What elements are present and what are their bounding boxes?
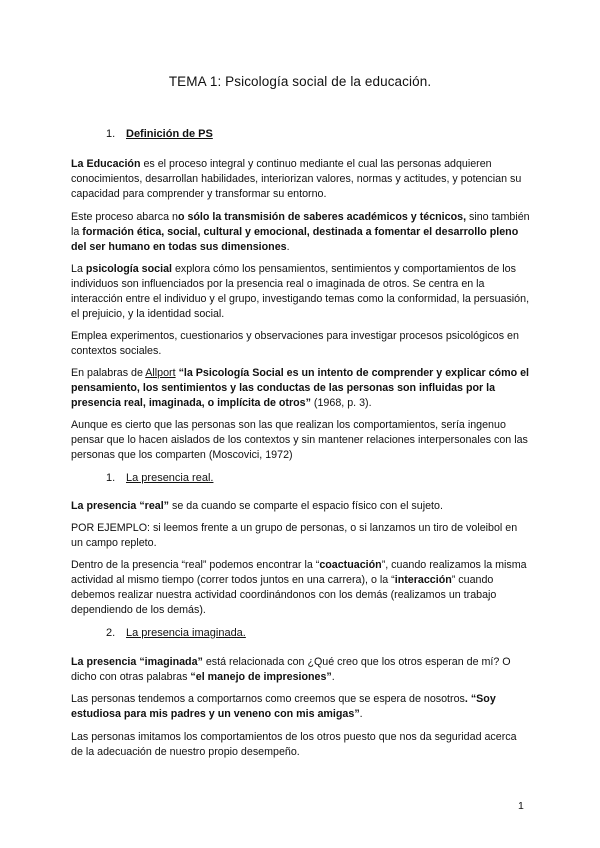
subsection-number: 1.: [106, 472, 116, 484]
paragraph-text: Las personas tendemos a comportarnos como creemos que se espera de nosotros: [71, 693, 465, 705]
paragraph-text: se da cuando se comparte el espacio físico con el sujeto.: [169, 500, 443, 512]
paragraph-text: En palabras de: [71, 367, 146, 379]
bold-term: psicología social: [85, 263, 172, 275]
subsection-number: 2.: [106, 627, 116, 639]
paragraph-text: Aunque es cierto que las personas son las que realizan los comportamientos, sería ingenuo pensar que lo hacen aislados de los contextos y sin mantener relaciones interpersonales con las personas que los comparten (Moscovici, 1972): [71, 419, 528, 461]
paragraph-psicologia-social: [71, 262, 531, 322]
paragraph-educacion: [71, 157, 531, 202]
paragraph-text: Dentro de la presencia “real” podemos encontrar la “: [71, 559, 320, 571]
paragraph-metodos: [71, 329, 531, 359]
paragraph-text: ” cuando debemos realizar nuestra actividad coordinándonos con los demás (realizamos un trabajo dependiendo de los demás).: [71, 574, 497, 616]
paragraph-text: (1968, p. 3).: [310, 397, 372, 409]
subsection-label: La presencia real.: [126, 472, 214, 484]
subsection-heading-presencia-real: [106, 472, 213, 484]
bold-term: La presencia “real”: [71, 500, 170, 512]
paragraph-text: .: [359, 708, 363, 720]
paragraph-text: Este proceso abarca n: [71, 211, 178, 223]
paragraph-text: sino también la: [71, 211, 530, 238]
document-title: TEMA 1: Psicología social de la educación.: [168, 74, 432, 89]
page-number: 1: [518, 800, 524, 812]
paragraph-text: está relacionada con ¿Qué creo que los otros esperan de mí? O dicho con otras palabras: [71, 656, 511, 683]
paragraph-text: La: [71, 263, 86, 275]
bold-term: La presencia “imaginada”: [71, 656, 203, 668]
paragraph-coactuacion: [71, 558, 531, 618]
paragraph-presencia-imaginada: [71, 655, 531, 685]
bold-phrase: formación ética, social, cultural y emocional, destinada a fomentar el desarrollo pleno del ser humano en todas sus dimensiones: [71, 226, 519, 253]
paragraph-ejemplo: [71, 521, 531, 551]
paragraph-text: explora cómo los pensamientos, sentimientos y comportamientos de los individuos son influenciados por la presencia real o imaginada de otros. Se centra en la interacción entre el individuo y el grupo, investigando temas como la conformidad, la persuasión, el prejuicio, y la identidad social.: [71, 263, 530, 320]
paragraph-text: es el proceso integral y continuo mediante el cual las personas adquieren conocimientos, desarrollan habilidades, interiorizan valores, normas y actitudes, y potencian su capacidad para comprender y transformar su entorno.: [71, 158, 522, 200]
bold-phrase: “el manejo de impresiones”: [190, 671, 332, 683]
bold-term: La Educación: [71, 158, 141, 170]
bold-quote: “la Psicología Social es un intento de comprender y explicar cómo el pensamiento, los sentimientos y las conductas de las personas son influidas por la presencia real, imaginada, o implícita de otros”: [71, 367, 529, 409]
underlined-author: Allport: [145, 367, 176, 379]
subsection-label: La presencia imaginada.: [126, 627, 246, 639]
paragraph-proceso: [71, 210, 531, 255]
paragraph-text: POR EJEMPLO: si leemos frente a un grupo de personas, o si lanzamos un tiro de voleibol en un campo repleto.: [71, 522, 518, 549]
section-label: Definición de PS: [126, 128, 213, 140]
paragraph-text: .: [331, 671, 335, 683]
paragraph-text: Emplea experimentos, cuestionarios y observaciones para investigar procesos psicológicos en contextos sociales.: [71, 330, 519, 357]
bold-phrase: o sólo la transmisión de saberes académicos y técnicos,: [177, 211, 467, 223]
paragraph-text: .: [286, 241, 290, 253]
section-number: 1.: [106, 128, 116, 140]
paragraph-moscovici: [71, 418, 531, 463]
paragraph-text: ”, cuando realizamos la misma actividad al mismo tiempo (correr todos juntos en una carrera), o la “: [71, 559, 527, 586]
paragraph-imitamos: [71, 730, 531, 760]
section-heading-definicion: [106, 128, 213, 140]
bold-term: interacción: [394, 574, 452, 586]
paragraph-comportarnos: [71, 692, 531, 722]
paragraph-text: Las personas imitamos los comportamientos de los otros puesto que nos da seguridad acerca de la adecuación de nuestro propio desempeño.: [71, 731, 517, 758]
paragraph-allport: [71, 366, 531, 411]
bold-term: coactuación: [319, 559, 382, 571]
bold-quote: . “Soy estudiosa para mis padres y un veneno con mis amigas”: [71, 693, 496, 720]
paragraph-presencia-real: [71, 499, 531, 514]
subsection-heading-presencia-imaginada: [106, 627, 246, 639]
